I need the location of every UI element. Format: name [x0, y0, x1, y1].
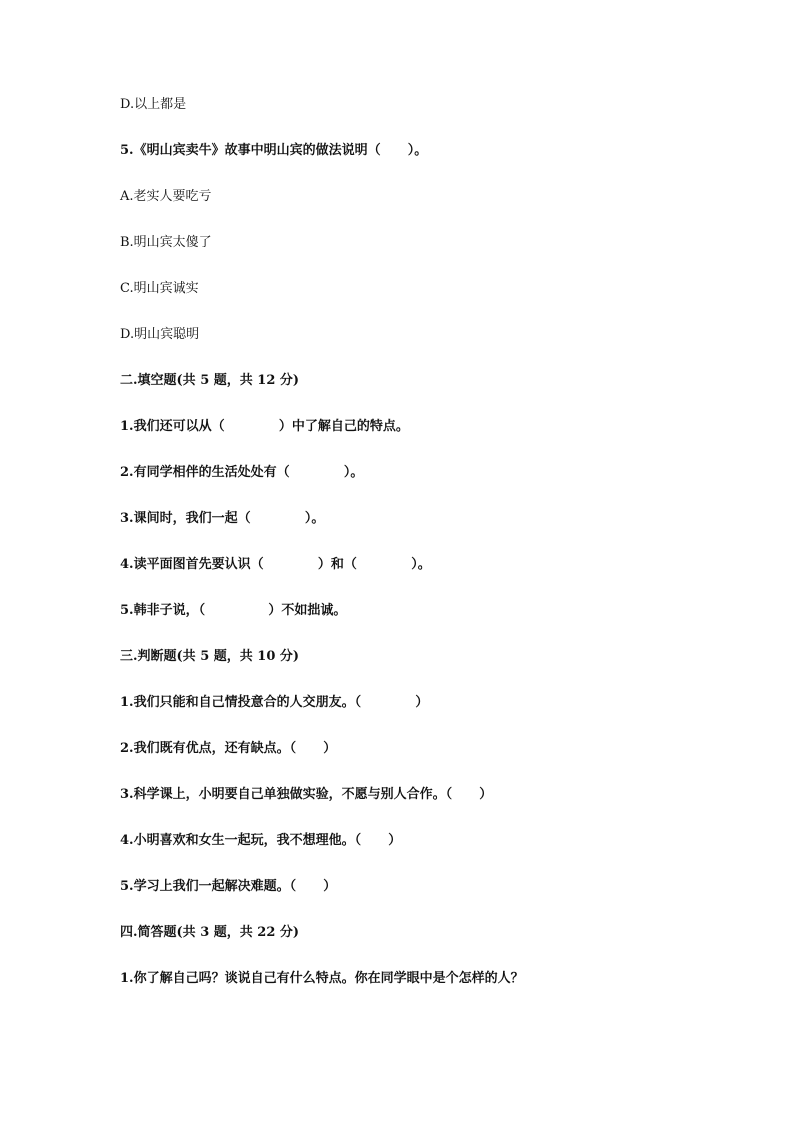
section-heading-fill-in: 二.填空题(共 5 题，共 12 分): [120, 373, 300, 388]
fill-in-question-3: 3.课间时，我们一起（ ）。: [120, 511, 325, 526]
option-d-previous-question: D.以上都是: [120, 97, 187, 112]
true-false-question-3: 3.科学课上，小明要自己单独做实验，不愿与别人合作。（ ）: [120, 787, 493, 802]
section-heading-true-false: 三.判断题(共 5 题，共 10 分): [120, 649, 300, 664]
true-false-question-4: 4.小明喜欢和女生一起玩，我不想理他。（ ）: [120, 833, 402, 848]
option-c: C.明山宾诚实: [120, 281, 199, 296]
question-5-mingshanbin: 5.《明山宾卖牛》故事中明山宾的做法说明（ ）。: [120, 143, 428, 158]
true-false-question-2: 2.我们既有优点，还有缺点。（ ）: [120, 741, 337, 756]
fill-in-question-4: 4.读平面图首先要认识（ ）和（ ）。: [120, 557, 431, 572]
true-false-question-1: 1.我们只能和自己情投意合的人交朋友。（ ）: [120, 695, 429, 710]
option-b: B.明山宾太傻了: [120, 235, 212, 250]
fill-in-question-2: 2.有同学相伴的生活处处有（ ）。: [120, 465, 364, 480]
fill-in-question-1: 1.我们还可以从（ ）中了解自己的特点。: [120, 419, 409, 434]
section-heading-short-answer: 四.简答题(共 3 题，共 22 分): [120, 925, 300, 940]
fill-in-question-5: 5.韩非子说，（ ）不如拙诚。: [120, 603, 347, 618]
option-d: D.明山宾聪明: [120, 327, 200, 342]
true-false-question-5: 5.学习上我们一起解决难题。（ ）: [120, 879, 337, 894]
option-a: A.老实人要吃亏: [120, 189, 212, 204]
short-answer-question-1: 1.你了解自己吗？谈说自己有什么特点。你在同学眼中是个怎样的人？: [120, 971, 524, 986]
